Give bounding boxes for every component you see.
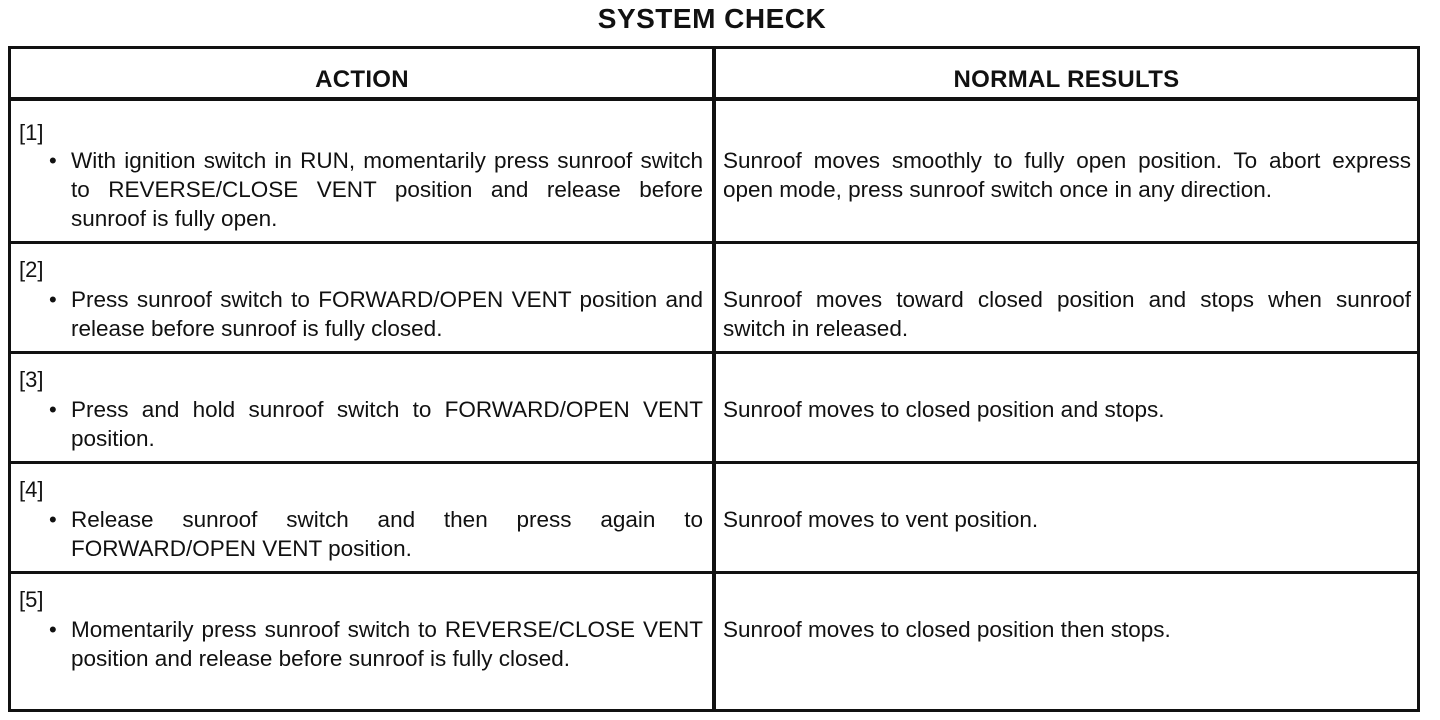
column-header-action: ACTION xyxy=(315,66,409,93)
table-row xyxy=(11,244,1417,354)
step-action: Press and hold sunroof switch to FORWARD/OPEN VENT position. xyxy=(71,397,703,451)
step-result: Sunroof moves toward closed position and stops when sunroof switch in released. xyxy=(723,287,1411,341)
table-row xyxy=(11,464,1417,574)
step-result: Sunroof moves smoothly to fully open position. To abort express open mode, press sunroof switch once in any direction. xyxy=(723,148,1411,202)
step-result: Sunroof moves to closed position then stops. xyxy=(723,617,1171,642)
column-header-normal-results: NORMAL RESULTS xyxy=(953,66,1180,93)
step-result: Sunroof moves to vent position. xyxy=(723,507,1039,532)
step-number: [1] xyxy=(19,120,44,145)
bullet-icon: • xyxy=(49,507,57,532)
bullet-icon: • xyxy=(49,617,57,642)
system-check-table xyxy=(8,46,1420,712)
table-row xyxy=(11,574,1417,709)
table-row xyxy=(11,354,1417,464)
step-action: Press sunroof switch to FORWARD/OPEN VENT position and release before sunroof is fully closed. xyxy=(71,287,703,341)
step-number: [4] xyxy=(19,477,44,502)
step-action: Release sunroof switch and then press again to FORWARD/OPEN VENT position. xyxy=(71,507,703,561)
table-row xyxy=(11,101,1417,244)
bullet-icon: • xyxy=(49,287,57,312)
page-title: SYSTEM CHECK xyxy=(597,3,827,34)
bullet-icon: • xyxy=(49,148,57,173)
step-number: [3] xyxy=(19,367,44,392)
step-result: Sunroof moves to closed position and stops. xyxy=(723,397,1165,422)
step-number: [2] xyxy=(19,257,44,282)
step-action: With ignition switch in RUN, momentarily press sunroof switch to REVERSE/CLOSE VENT position and release before sunroof is fully open. xyxy=(71,148,703,231)
bullet-icon: • xyxy=(49,397,57,422)
step-number: [5] xyxy=(19,587,44,612)
step-action: Momentarily press sunroof switch to REVERSE/CLOSE VENT position and release before sunroof is fully closed. xyxy=(71,617,703,671)
